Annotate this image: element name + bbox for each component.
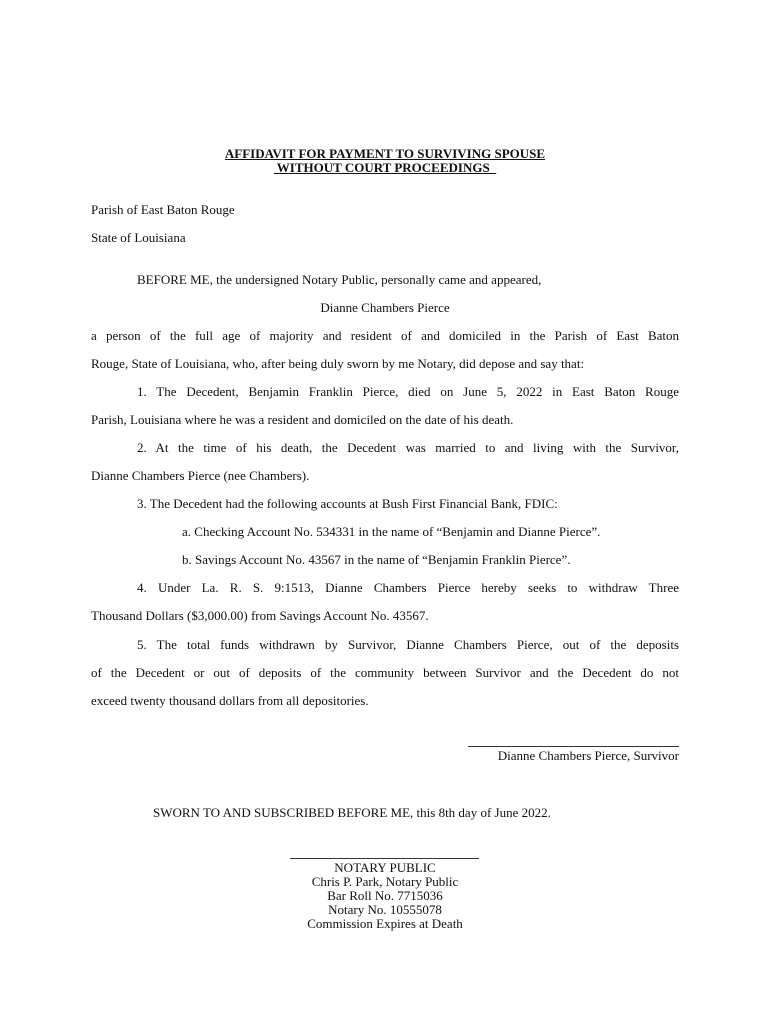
survivor-signature-line <box>468 746 679 747</box>
notary-heading: NOTARY PUBLIC <box>334 860 436 875</box>
item-5-line-1: 5. The total funds withdrawn by Survivor, Dianne Chambers Pierce, out of the deposits <box>137 637 679 652</box>
venue-state: State of Louisiana <box>91 230 186 245</box>
item-1-line-1: 1. The Decedent, Benjamin Franklin Pierce, died on June 5, 2022 in East Baton Rouge <box>137 384 679 399</box>
survivor-signature-label: Dianne Chambers Pierce, Survivor <box>497 748 679 763</box>
intro-line-1: a person of the full age of majority and resident of and domiciled in the Parish of East Baton <box>91 328 679 343</box>
item-3-checking-account: a. Checking Account No. 534331 in the name of “Benjamin and Dianne Pierce”. <box>182 524 601 539</box>
sworn-statement: SWORN TO AND SUBSCRIBED BEFORE ME, this 8th day of June 2022. <box>153 805 551 820</box>
venue-parish: Parish of East Baton Rouge <box>91 202 235 217</box>
intro-line-2: Rouge, State of Louisiana, who, after being duly sworn by me Notary, did depose and say that: <box>91 356 585 371</box>
document-title-line-2: WITHOUT COURT PROCEEDINGS <box>273 160 497 175</box>
notary-name: Chris P. Park, Notary Public <box>311 874 459 889</box>
item-5-line-2: of the Decedent or out of deposits of the community between Survivor and the Decedent do not <box>91 665 679 680</box>
item-4-line-1: 4. Under La. R. S. 9:1513, Dianne Chambers Pierce hereby seeks to withdraw Three <box>137 580 679 595</box>
item-1-line-2: Parish, Louisiana where he was a resident and domiciled on the date of his death. <box>91 412 514 427</box>
item-3-savings-account: b. Savings Account No. 43567 in the name of “Benjamin Franklin Pierce”. <box>182 552 571 567</box>
intro-before-me: BEFORE ME, the undersigned Notary Public, personally came and appeared, <box>137 272 542 287</box>
notary-bar-roll: Bar Roll No. 7715036 <box>327 888 443 903</box>
document-title-line-1: AFFIDAVIT FOR PAYMENT TO SURVIVING SPOUSE <box>224 146 546 161</box>
item-2-line-2: Dianne Chambers Pierce (nee Chambers). <box>91 468 310 483</box>
notary-number: Notary No. 10555078 <box>328 902 442 917</box>
item-3-line-1: 3. The Decedent had the following accounts at Bush First Financial Bank, FDIC: <box>137 496 558 511</box>
item-4-line-2: Thousand Dollars ($3,000.00) from Savings Account No. 43567. <box>91 608 429 623</box>
notary-signature-line <box>290 858 479 859</box>
item-2-line-1: 2. At the time of his death, the Decedent was married to and living with the Survivor, <box>137 440 679 455</box>
item-5-line-3: exceed twenty thousand dollars from all depositories. <box>91 693 369 708</box>
affiant-name: Dianne Chambers Pierce <box>320 300 450 315</box>
notary-commission: Commission Expires at Death <box>307 916 463 931</box>
